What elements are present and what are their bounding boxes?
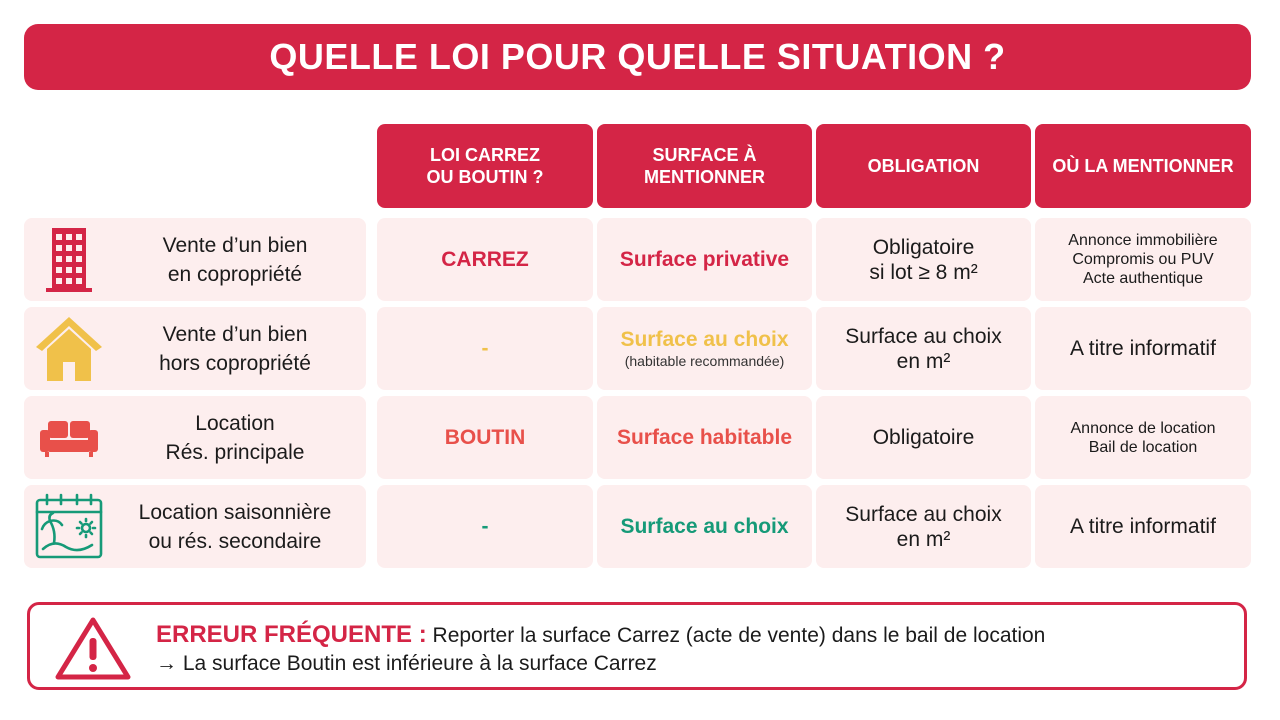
cell-where [1035,396,1251,479]
cell-law [377,218,593,301]
common-error-alert [27,602,1247,690]
column-header-surface: SURFACE À MENTIONNER [597,124,812,208]
column-header-law: LOI CARREZ OU BOUTIN ? [377,124,593,208]
law-value: CARREZ [441,247,529,271]
where-value: Annonce de location Bail de location [1070,419,1216,456]
alert-label: ERREUR FRÉQUENTE : [156,621,427,648]
law-value: - [481,336,489,360]
obligation-value: Obligatoire si lot ≥ 8 m² [869,235,978,284]
surface-value: Surface habitable [616,425,793,449]
cell-obligation [816,307,1031,390]
cell-obligation [816,218,1031,301]
surface-value: Surface au choix [620,514,789,538]
cell-where [1035,218,1251,301]
cell-law [377,307,593,390]
alert-text: Reporter la surface Carrez (acte de vente) dans le bail de location [432,624,1046,647]
row-label-location-saisonniere [24,485,366,568]
sofa-icon [34,402,104,472]
building-icon [34,224,104,294]
cell-where [1035,307,1251,390]
surface-value: Surface privative [619,247,790,271]
where-value: A titre informatif [1070,337,1216,360]
column-header-obligation: OBLIGATION [816,124,1031,208]
column-header-where: OÙ LA MENTIONNER [1035,124,1251,208]
cell-surface [597,396,812,479]
where-value: A titre informatif [1070,515,1216,538]
law-value: BOUTIN [444,425,526,449]
page-title: QUELLE LOI POUR QUELLE SITUATION ? [269,36,1006,77]
alert-line-2: → La surface Boutin est inférieure à la surface Carrez [156,652,657,675]
cell-surface [597,307,812,390]
row-label-copropriete [24,218,366,301]
calendar-beach-icon [34,491,104,561]
cell-law [377,485,593,568]
cell-law [377,396,593,479]
situation-label: Location saisonnière ou rés. secondaire [138,500,332,553]
situation-label: Vente d’un bien hors copropriété [159,322,311,375]
law-value: - [481,514,489,538]
cell-obligation [816,485,1031,568]
surface-value: Surface au choix [620,328,789,351]
obligation-value: Surface au choix en m² [845,502,1002,551]
alert-line-1 [156,621,1045,649]
where-value: Annonce immobilière Compromis ou PUV Acte authentique [1068,232,1218,287]
warning-icon [54,614,132,682]
situation-label: Vente d’un bien en copropriété [162,233,308,286]
obligation-value: Obligatoire [872,426,975,449]
title-banner [24,24,1251,90]
surface-note: (habitable recommandée) [624,353,785,369]
cell-surface [597,485,812,568]
row-label-location-principale [24,396,366,479]
cell-surface [597,218,812,301]
house-icon [34,313,104,383]
cell-where [1035,485,1251,568]
row-label-hors-copropriete [24,307,366,390]
obligation-value: Surface au choix en m² [845,324,1002,373]
situation-label: Location Rés. principale [165,411,305,464]
cell-obligation [816,396,1031,479]
